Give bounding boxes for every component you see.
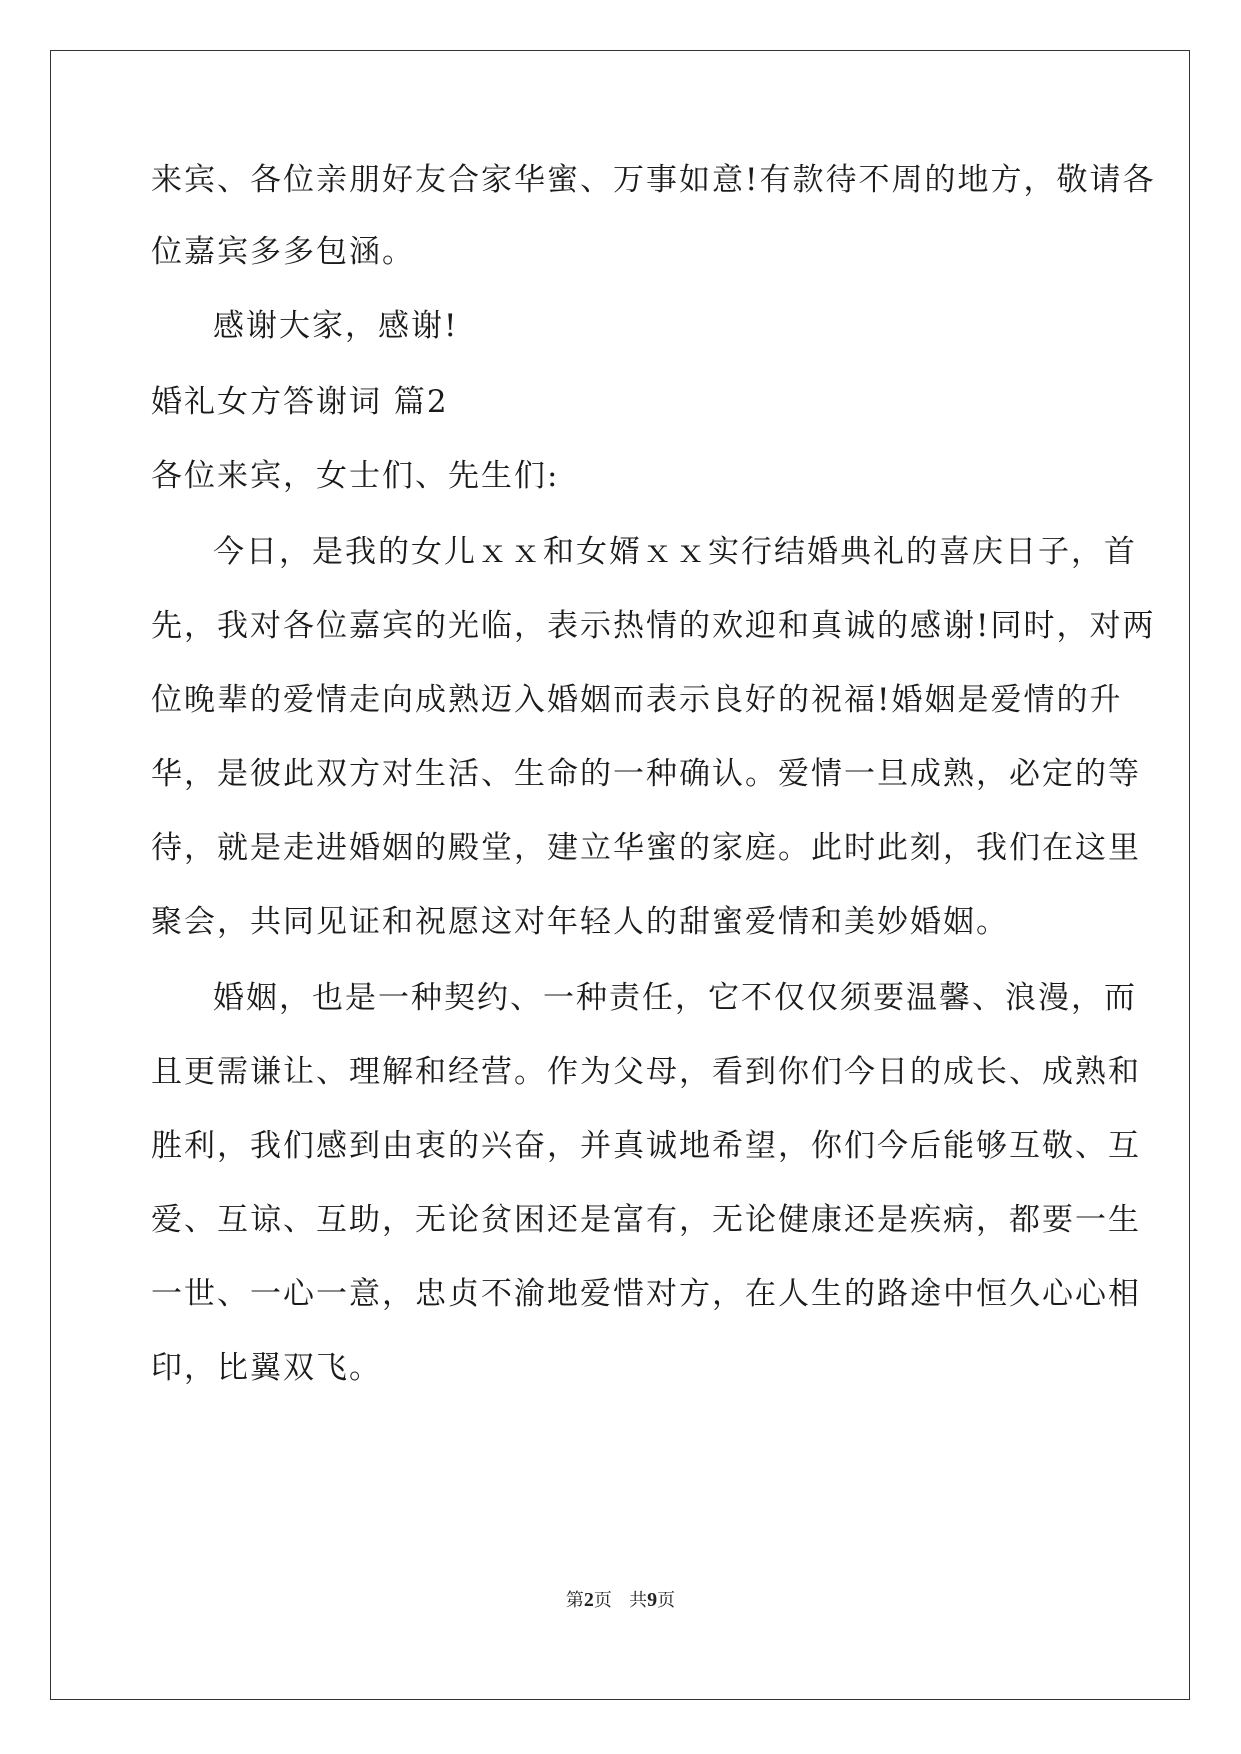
text-line: 聚会，共同见证和祝愿这对年轻人的甜蜜爱情和美妙婚姻。	[151, 904, 1009, 940]
text-line: 一世、一心一意，忠贞不渝地爱惜对方，在人生的路途中恒久心心相	[151, 1276, 1141, 1312]
text-line: 且更需谦让、理解和经营。作为父母，看到你们今日的成长、成熟和	[151, 1054, 1141, 1090]
page-border	[50, 50, 1190, 1700]
section-heading: 婚礼女方答谢词 篇2	[151, 384, 449, 420]
page-footer	[0, 1586, 1241, 1612]
page-number: 2	[583, 1589, 594, 1611]
text-line: 来宾、各位亲朋好友合家华蜜、万事如意!有款待不周的地方，敬请各	[151, 162, 1156, 198]
text-line: 印，比翼双飞。	[151, 1350, 382, 1386]
text-line: 今日，是我的女儿ｘｘ和女婿ｘｘ实行结婚典礼的喜庆日子，首	[213, 534, 1137, 570]
text-line: 胜利，我们感到由衷的兴奋，并真诚地希望，你们今后能够互敬、互	[151, 1128, 1141, 1164]
footer-page-suffix: 页	[593, 1590, 612, 1611]
footer-prefix: 第	[565, 1590, 584, 1611]
text-line: 婚姻，也是一种契约、一种责任，它不仅仅须要温馨、浪漫，而	[213, 980, 1137, 1016]
footer-total-suffix: 页	[657, 1590, 676, 1611]
text-line: 待，就是走进婚姻的殿堂，建立华蜜的家庭。此时此刻，我们在这里	[151, 830, 1141, 866]
salutation: 各位来宾，女士们、先生们:	[151, 458, 560, 494]
text-line: 位嘉宾多多包涵。	[151, 234, 415, 270]
total-pages: 9	[647, 1589, 658, 1611]
text-line: 位晚辈的爱情走向成熟迈入婚姻而表示良好的祝福!婚姻是爱情的升	[151, 682, 1123, 718]
text-line: 感谢大家，感谢!	[213, 308, 459, 344]
text-line: 先，我对各位嘉宾的光临，表示热情的欢迎和真诚的感谢!同时，对两	[151, 608, 1156, 644]
text-line: 爱、互谅、互助，无论贫困还是富有，无论健康还是疾病，都要一生	[151, 1202, 1141, 1238]
text-line: 华，是彼此双方对生活、生命的一种确认。爱情一旦成熟，必定的等	[151, 756, 1141, 792]
footer-total-prefix: 共	[629, 1590, 648, 1611]
